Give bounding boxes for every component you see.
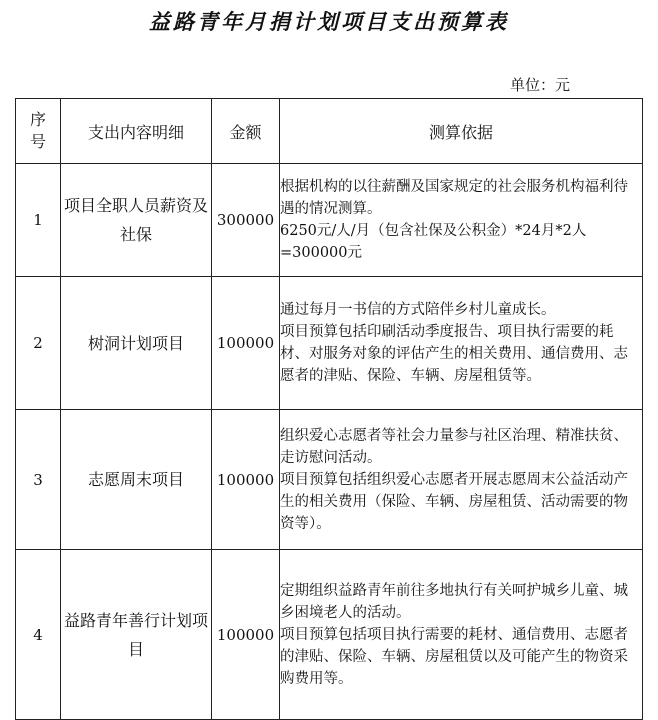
header-basis: 测算依据 [280,99,643,164]
basis-paragraph: 通过每月一书信的方式陪伴乡村儿童成长。 [280,302,556,318]
basis-paragraph: 组织爱心志愿者等社会力量参与社区治理、精准扶贫、走访慰问活动。 [280,427,628,466]
row-description: 项目全职人员薪资及社保 [61,164,212,277]
table-row [16,164,643,277]
row-index: 3 [16,410,61,550]
table-row [16,410,643,550]
row-index: 4 [16,550,61,720]
header-amount: 金额 [212,99,280,164]
currency-unit-label: 单位：元 [509,76,570,94]
row-amount: 100000 [212,410,280,550]
row-index: 2 [16,277,61,410]
row-basis [280,410,643,550]
budget-table [15,98,643,720]
table-row [16,550,643,720]
basis-paragraph: 根据机构的以往薪酬及国家规定的社会服务机构福利待遇的情况测算。 [280,179,628,217]
header-index [16,99,61,164]
row-amount: 300000 [212,164,280,277]
row-index: 1 [16,164,61,277]
header-index-line2: 号 [29,132,46,151]
header-description: 支出内容明细 [61,99,212,164]
basis-paragraph: 项目预算包括印刷活动季度报告、项目执行需要的耗材、对服务对象的评估产生的相关费用、通信费用、志愿者的津贴、保险、车辆、房屋租赁等。 [280,324,628,384]
row-description: 志愿周末项目 [61,410,212,550]
row-description: 树洞计划项目 [61,277,212,410]
document-title: 益路青年月捐计划项目支出预算表 [149,10,509,34]
basis-paragraph: 项目预算包括组织爱心志愿者开展志愿周末公益活动产生的相关费用（保险、车辆、房屋租赁、活动需要的物资等）。 [280,471,628,532]
basis-paragraph: 定期组织益路青年前往多地执行有关呵护城乡儿童、城乡困境老人的活动。 [280,582,628,621]
basis-paragraph: 6250元/人/月（包含社保及公积金）*24月*2人=300000元 [280,223,587,261]
row-basis [280,550,643,720]
basis-paragraph: 项目预算包括项目执行需要的耗材、通信费用、志愿者的津贴、保险、车辆、房屋租赁以及可能产生的物资采购费用等。 [280,626,628,687]
row-basis [280,277,643,410]
row-description: 益路青年善行计划项目 [61,550,212,720]
table-header-row [16,99,643,164]
row-amount: 100000 [212,550,280,720]
table-row [16,277,643,410]
row-amount: 100000 [212,277,280,410]
row-basis [280,164,643,277]
header-index-line1: 序 [29,110,46,129]
